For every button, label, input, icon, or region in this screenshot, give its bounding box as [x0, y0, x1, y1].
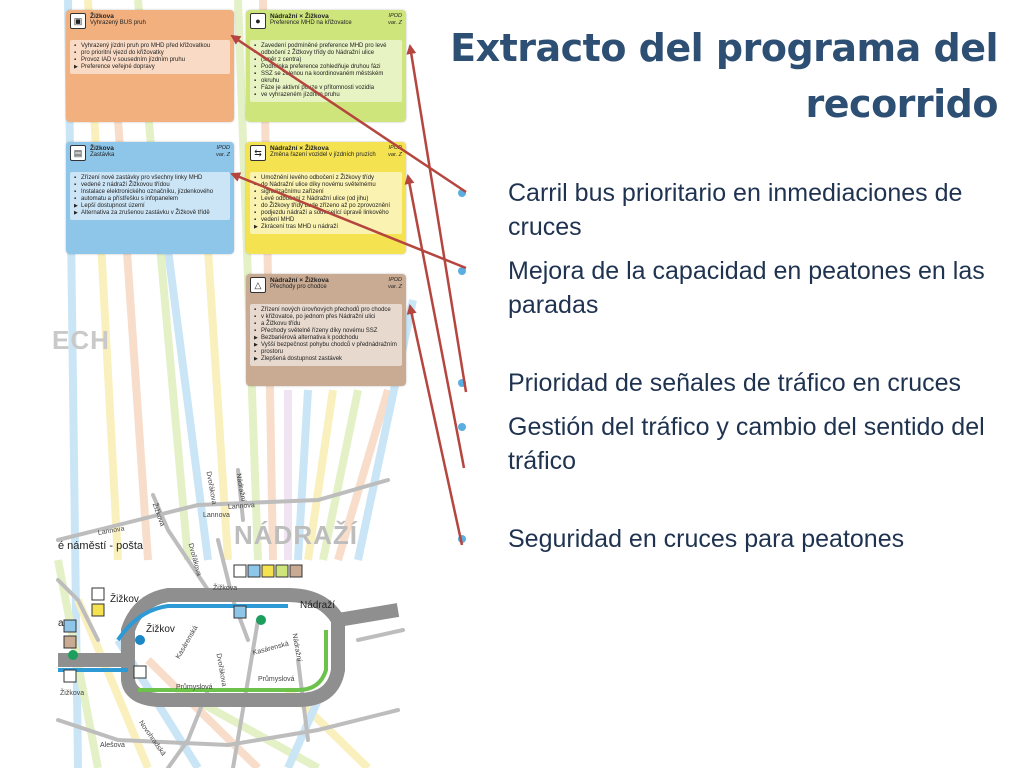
card-line: ▪ v křižovatce, po jednom přes Nádražní ulici	[254, 314, 398, 321]
street-label: Dvořákova	[186, 542, 203, 577]
stop-name-nadrazi: Nádraží	[300, 600, 336, 611]
bullet-text: Carril bus prioritario en inmediaciones de cruces	[508, 179, 963, 241]
card-tag-2: var. Z	[388, 152, 402, 158]
card-title: Nádražní × Žižkova	[270, 277, 329, 284]
card-mhd-preference	[246, 10, 406, 122]
card-body	[250, 172, 402, 234]
street-label: Nádražní	[290, 632, 303, 663]
card-line: ▪ odbočení z Žižkovy třídy do Nádražní ulice	[254, 50, 398, 57]
card-line: ▪ vedené z nádraží Žižkovou třídou	[74, 182, 226, 189]
card-line: ▪ signalizačnímu zařízení	[254, 189, 398, 196]
bullet-text: Prioridad de señales de tráfico en cruces	[508, 369, 962, 397]
area-label-ech: ECH	[52, 325, 110, 355]
card-line: ▶ Alternativa za zrušenou zastávku v Žižkově třídě	[74, 210, 226, 217]
card-line: ▪ Přechody světelně řízeny díky novému SSZ	[254, 328, 398, 335]
street-label: Novohradská	[137, 719, 167, 758]
stop-name-square: é náměstí - pošta	[58, 540, 143, 552]
street-label: Žižkova	[213, 585, 238, 592]
bus-lane-icon: ▣	[70, 13, 86, 29]
card-tag-2: var. Z	[388, 20, 402, 26]
card-line: ▶ Zkrácení tras MHD u nádraží	[254, 224, 398, 231]
card-subtitle: Vyhrazený BUS pruh	[90, 20, 146, 26]
street-label: Žižkova	[60, 690, 85, 697]
traffic-light-icon: ●	[250, 13, 266, 29]
card-stop	[66, 142, 234, 254]
pedestrian-icon: △	[250, 277, 266, 293]
card-line: ▶ Lepší dostupnost území	[74, 203, 226, 210]
card-line: ▪ Instalace elektronického označníku, jízdenkového	[74, 189, 226, 196]
bullet-item	[456, 366, 996, 400]
card-title: Žižkova	[90, 13, 114, 20]
street-label: Lannova	[97, 525, 126, 537]
street-label: Dvořákova	[204, 470, 218, 506]
card-crossings	[246, 274, 406, 386]
card-line: ▪ Levé odbočení z Nádražní ulice (od jihu)	[254, 196, 398, 203]
bullet-dot-icon	[458, 379, 466, 387]
card-tag	[216, 145, 230, 159]
card-body	[70, 40, 230, 74]
card-tag-1: IPOD	[388, 277, 402, 283]
lane-change-icon: ⇆	[250, 145, 266, 161]
bullet-item	[456, 254, 996, 322]
card-tag-1: IPOD	[388, 145, 402, 151]
card-tag	[388, 13, 402, 27]
bullet-text: Seguridad en cruces para peatones	[508, 525, 905, 553]
bullet-dot-icon	[458, 189, 466, 197]
card-tag-1: IPOD	[388, 13, 402, 19]
card-line: ▪ podjezdu nádraží a související úpravě linkového	[254, 210, 398, 217]
bullet-item	[456, 522, 996, 556]
bullet-dot-icon	[458, 267, 466, 275]
area-label-nadrazi: NÁDRAŽÍ	[234, 520, 358, 550]
bullet-dot-icon	[458, 423, 466, 431]
street-label: Žižkova	[150, 502, 166, 528]
bullet-text: Mejora de la capacidad en peatones en las paradas	[508, 257, 985, 319]
card-line: ▶ Preference veřejné dopravy	[74, 64, 226, 71]
card-line: ▶ Vyšší bezpečnost pohybu chodců v přednádražním	[254, 342, 398, 349]
card-line: ▪ ve vyhrazeném jízdním pruhu	[254, 92, 398, 99]
card-line: ▪ do Žižkovy třídy bude zřízeno až po zprovoznění	[254, 203, 398, 210]
bullet-dot-icon	[458, 535, 466, 543]
card-line: ▪ a Žižkovu třídu	[254, 321, 398, 328]
card-tag	[388, 277, 402, 291]
card-line: ▪ Vyhrazený jízdní pruh pro MHD před křižovatkou	[74, 43, 226, 50]
stop-name-zizkov: Žižkov	[146, 624, 175, 635]
street-label: Průmyslová	[258, 676, 295, 683]
street-label: Lannova	[203, 512, 230, 519]
card-line: ▪ okruhu	[254, 78, 398, 85]
card-line: ▪ Provoz IAD v sousedním jízdním pruhu	[74, 57, 226, 64]
street-label: Dvořákova	[214, 652, 228, 688]
card-line: ▪ automatu a přístřešku s infopanelem	[74, 196, 226, 203]
card-tag-1: IPOD	[216, 145, 230, 151]
stop-name-zizkov: Žižkov	[110, 594, 139, 605]
bus-stop-icon: ▤	[70, 145, 86, 161]
card-line: ▪ prostoru	[254, 349, 398, 356]
slide-title: Extracto del programa del recorrido	[450, 26, 998, 126]
card-subtitle: Zastávka	[90, 152, 115, 158]
street-label: Lannova	[227, 502, 256, 511]
route-map	[52, 0, 418, 768]
street-label: Průmyslová	[176, 684, 213, 691]
bullet-item	[456, 176, 996, 244]
card-line: ▪ vedení MHD	[254, 217, 398, 224]
card-line: ▪ Fáze je aktivní pouze v přítomnosti vozidla	[254, 85, 398, 92]
bullet-text: Gestión del tráfico y cambio del sentido del tráfico	[508, 413, 985, 475]
card-line: ▪ Zřízení nové zastávky pro všechny linky MHD	[74, 175, 226, 182]
card-line: ▶ Bezbariérová alternativa k podchodu	[254, 335, 398, 342]
card-subtitle: Preference MHD na křižovatce	[270, 20, 352, 26]
card-line: ▪ Podmínka preference zohledňuje druhou fázi	[254, 64, 398, 71]
card-title: Nádražní × Žižkova	[270, 13, 329, 20]
card-subtitle: Změna řazení vozidel v jízdních pruzích	[270, 152, 376, 158]
card-line: ▶ Zlepšená dostupnost zastávek	[254, 356, 398, 363]
bullet-list	[456, 176, 996, 556]
card-line: ▪ Zavedení podmíněné preference MHD pro levé	[254, 43, 398, 50]
card-body	[70, 172, 230, 220]
card-subtitle: Přechody pro chodce	[270, 284, 327, 290]
card-line: ▪ do Nádražní ulice díky novému světelnému	[254, 182, 398, 189]
card-line: ▪ (směr z centra)	[254, 57, 398, 64]
card-tag-2: var. Z	[388, 284, 402, 290]
card-title: Žižkova	[90, 145, 114, 152]
street-label: Kasárenská	[252, 640, 290, 657]
card-tag	[388, 145, 402, 159]
card-bus-lane	[66, 10, 234, 122]
card-body	[250, 40, 402, 102]
street-label: Nádražní	[234, 472, 247, 503]
street-label: Alešova	[100, 742, 125, 749]
stop-name-cut: a	[58, 618, 64, 629]
card-line: ▪ pro prioritní vjezd do křižovatky	[74, 50, 226, 57]
street-label: Kasárenská	[174, 624, 200, 661]
bullet-item	[456, 410, 996, 478]
card-title: Nádražní × Žižkova	[270, 145, 329, 152]
card-line: ▪ SSZ se zelenou na koordinovaném městském	[254, 71, 398, 78]
card-body	[250, 304, 402, 366]
card-line: ▪ Zřízení nových úrovňových přechodů pro chodce	[254, 307, 398, 314]
card-tag-2: var. Z	[216, 152, 230, 158]
card-traffic-change	[246, 142, 406, 254]
card-line: ▪ Umožnění levého odbočení z Žižkovy třídy	[254, 175, 398, 182]
